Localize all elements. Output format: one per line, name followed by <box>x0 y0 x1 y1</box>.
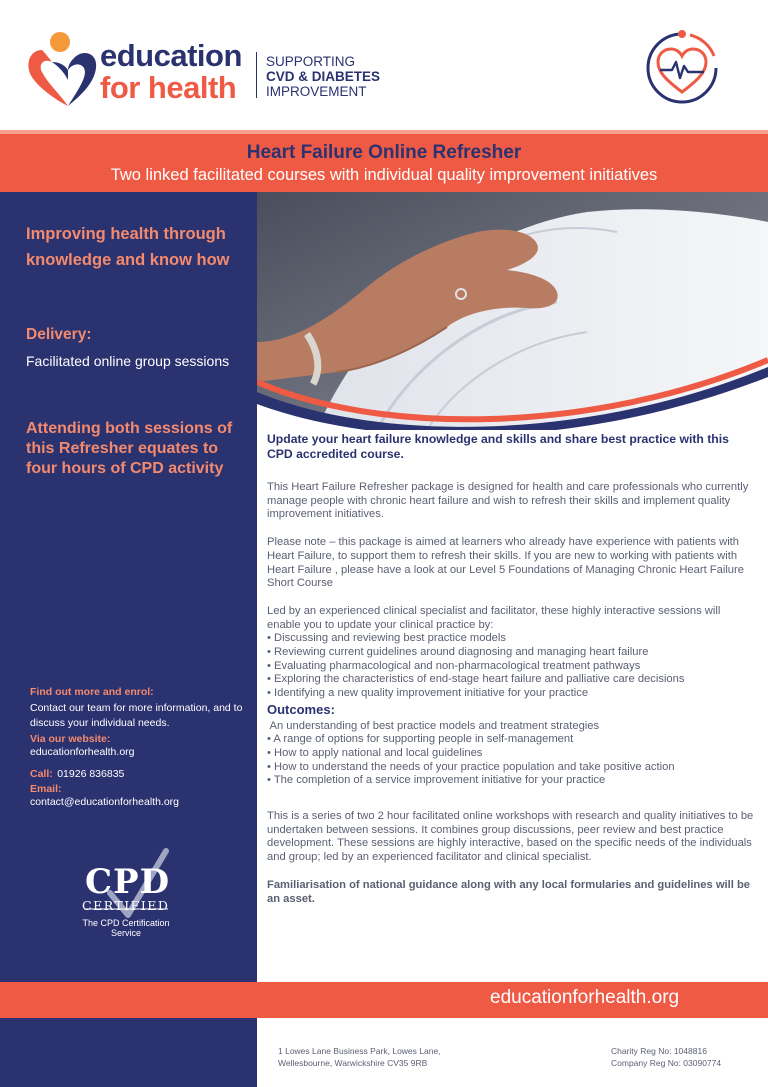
sidebar-tagline: Improving health through knowledge and know how <box>26 225 230 269</box>
experience-note: Please note – this package is aimed at learners who already have experience with patients with Heart Failure, to support them to refresh their skills. If you are new to working with patients with Heart Failure , please have a look at our Level 5 Foundations of Managing Chronic Heart Failure Short Course <box>267 536 744 590</box>
list-item: • Evaluating pharmacological and non-pharmacological treatment pathways <box>267 660 757 674</box>
list-item: • Exploring the characteristics of end-stage heart failure and palliative care decisions <box>267 673 757 687</box>
practice-bullet-list <box>267 632 757 701</box>
find-out-more-label: Find out more and enrol: <box>30 686 154 698</box>
list-item: • A range of options for supporting people in self-management <box>267 733 757 747</box>
brand-name-line2: for health <box>100 70 237 105</box>
email-label: Email: <box>30 783 62 795</box>
list-item: • How to apply national and local guidelines <box>267 747 757 761</box>
call-label: Call: <box>30 768 53 780</box>
brand-divider <box>256 52 257 98</box>
heart-monitor-icon <box>640 26 724 110</box>
cpd-service-line2: Service <box>110 928 141 938</box>
hero-photo <box>257 192 768 430</box>
delivery-label: Delivery: <box>26 326 92 343</box>
course-subtitle: Two linked facilitated courses with individual quality improvement initiatives <box>110 166 658 184</box>
outcomes-heading: Outcomes: <box>267 701 335 717</box>
cpd-certified-text: CERTIFIED <box>82 898 170 913</box>
address-line1: 1 Lowes Lane Business Park, Lowes Lane, <box>278 1046 441 1056</box>
intro-lead: Update your heart failure knowledge and skills and share best practice with this CPD accredited course. <box>267 432 729 461</box>
course-title: Heart Failure Online Refresher <box>246 142 522 163</box>
phone-number[interactable]: 01926 836835 <box>57 768 125 780</box>
charity-reg: Charity Reg No: 1048816 <box>611 1046 707 1056</box>
main-content <box>267 432 757 906</box>
find-out-more-text: Contact our team for more information, and to discuss your individual needs. <box>30 702 243 729</box>
outcomes-first-item: An understanding of best practice models and treatment strategies <box>267 719 600 732</box>
address-line2: Wellesbourne, Warwickshire CV35 9RB <box>278 1058 428 1068</box>
list-item: • Identifying a new quality improvement initiative for your practice <box>267 687 757 701</box>
cpd-service-line1: The CPD Certification <box>82 918 170 928</box>
closing-note: Familiarisation of national guidance along with any local formularies and guidelines will be an asset. <box>267 878 751 905</box>
intro-paragraph: This Heart Failure Refresher package is designed for health and care professionals who currently manage people with chronic heart failure and wish to refresh their skills and implement quality improvement initiatives. <box>267 481 749 521</box>
education-for-health-logo-icon <box>22 28 100 108</box>
phone-row <box>30 764 124 782</box>
brand-name-line1: education <box>100 38 242 73</box>
list-item: • Reviewing current guidelines around diagnosing and managing heart failure <box>267 646 757 660</box>
cpd-hours-note: Attending both sessions of this Refresher equates to four hours of CPD activity <box>26 420 233 477</box>
workshop-description: This is a series of two 2 hour facilitated online workshops with research and quality initiatives to be undertaken between sessions. It combines group discussions, peer review and best practice development. These sessions are highly interactive, based on the specific needs of the individuals and group; led by an experienced facilitator and clinical specialist. <box>267 810 754 864</box>
footer-website-link[interactable]: educationforhealth.org <box>490 987 680 1008</box>
tagline-line1: SUPPORTING <box>266 54 356 69</box>
footer-navy-block <box>0 1018 257 1087</box>
delivery-text: Facilitated online group sessions <box>26 353 230 369</box>
list-item: • How to understand the needs of your practice population and take positive action <box>267 761 757 775</box>
tagline-line3: IMPROVEMENT <box>266 84 367 99</box>
website-label: Via our website: <box>30 733 111 745</box>
company-reg: Company Reg No: 03090774 <box>611 1058 722 1068</box>
sessions-intro: Led by an experienced clinical specialist and facilitator, these highly interactive sessions will enable you to update your clinical practice by: <box>267 604 721 631</box>
list-item: • Discussing and reviewing best practice models <box>267 632 757 646</box>
email-link[interactable]: contact@educationforhealth.org <box>30 796 180 808</box>
cpd-mark: CPD <box>85 862 171 902</box>
website-link[interactable]: educationforhealth.org <box>30 746 135 758</box>
tagline-line2: CVD & DIABETES <box>266 69 381 84</box>
outcomes-bullet-list <box>267 733 757 788</box>
list-item: • The completion of a service improvement initiative for your practice <box>267 774 757 788</box>
